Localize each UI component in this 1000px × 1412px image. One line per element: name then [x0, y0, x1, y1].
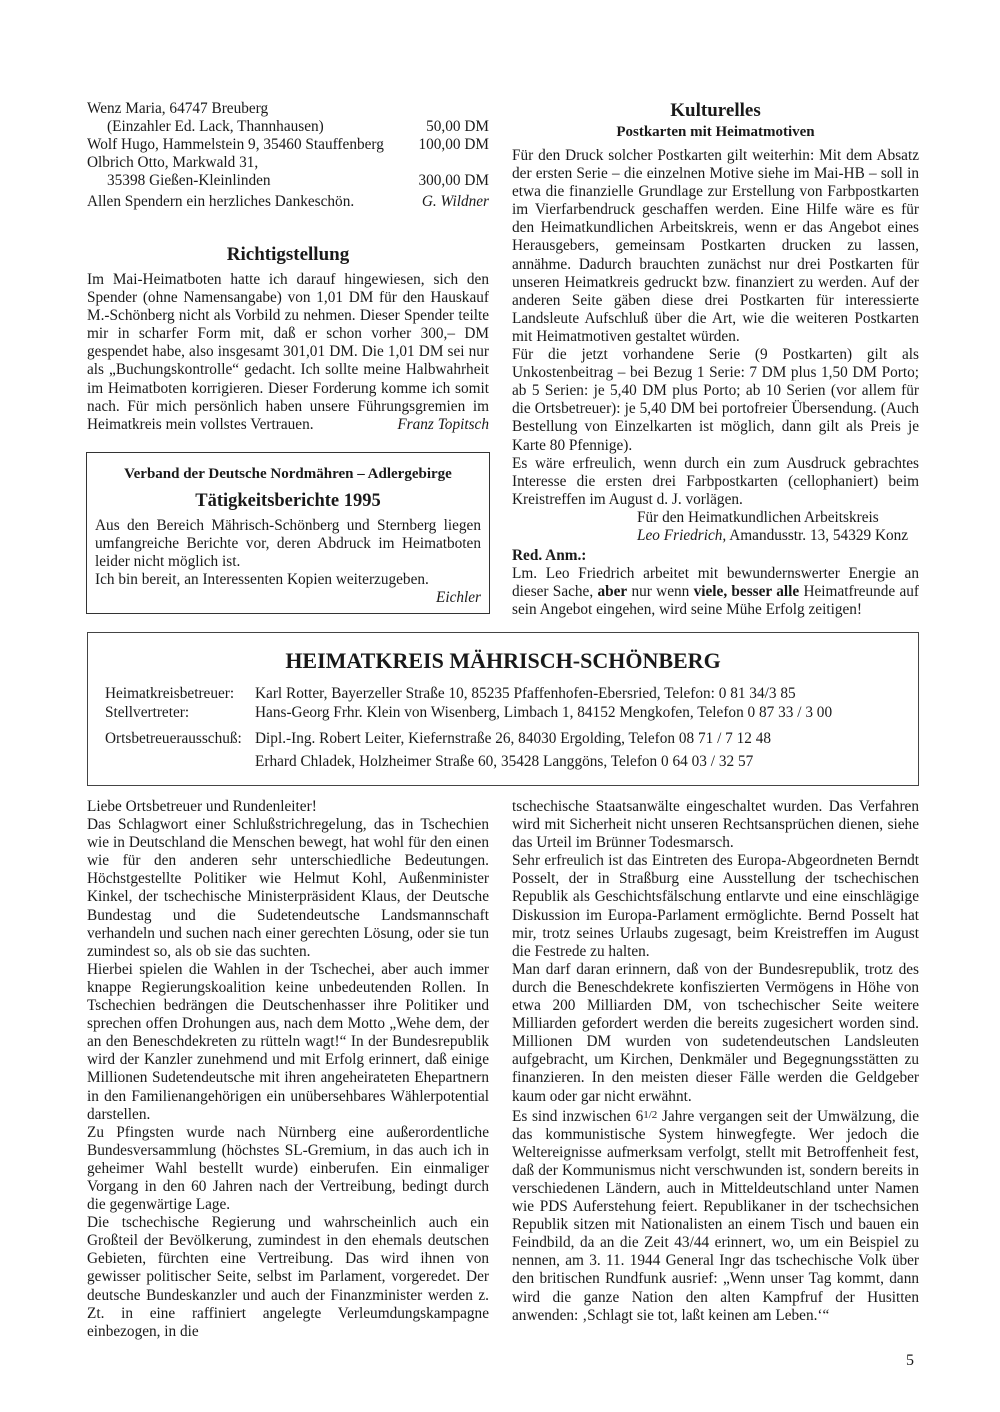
- letter-left-column: [87, 798, 489, 1341]
- donation-row: [87, 100, 489, 118]
- richtigstellung-section: [87, 243, 489, 434]
- donation-row: [87, 154, 489, 172]
- contact-row: [105, 729, 918, 748]
- letter-salutation: Liebe Ortsbetreuer und Rundenleiter!: [87, 798, 317, 815]
- donation-amount: 100,00 DM: [418, 136, 489, 154]
- contact-label: Heimatkreisbetreuer:: [105, 685, 235, 702]
- red-anm-bold-2: viele, besser alle: [693, 583, 800, 601]
- red-anm-text: [512, 565, 919, 619]
- verband-header: Verband der Deutsche Nordmähren – Adlergebirge: [124, 466, 452, 482]
- red-anm-part-2: nur wenn: [627, 583, 694, 601]
- donation-lines: [87, 100, 489, 190]
- contact-label: Ortsbetreuerausschuß:: [105, 730, 242, 747]
- kulturelles-section: [512, 100, 919, 619]
- contact-value: Erhard Chladek, Holzheimer Straße 60, 35428 Langgöns, Telefon 0 64 03 / 32 57: [255, 753, 754, 770]
- red-anm-bold-1: aber: [597, 583, 628, 601]
- letter-p8-start: Es sind inzwischen 6: [512, 1107, 644, 1125]
- red-anm-part-3: Heimatfreunde auf sein Angebot eingehen, wird seine Mühe Erfolg zeitigen!: [512, 583, 920, 619]
- donor-name: 35398 Gießen-Kleinlinden: [107, 172, 271, 190]
- letter-paragraph-3: Zu Pfingsten wurde nach Nürnberg eine außerordentliche Bundesversammlung (höchstes SL-Gremium, in das auch ich in geheimer Wahl bestellt wurde) einberufen. Ein einmaliger Vorgang in den 60 Jahren nach der Vertreibung, bedingt durch die gegenwärtige Lage.: [87, 1123, 489, 1214]
- letter-right-column: [512, 798, 919, 1325]
- kulturelles-body: [512, 147, 919, 619]
- donation-list: [87, 100, 489, 212]
- heimatkreis-title: HEIMATKREIS MÄHRISCH-SCHÖNBERG: [285, 648, 721, 673]
- kulturelles-sign-name: Leo Friedrich,: [637, 526, 727, 544]
- verband-paragraph-2: Ich bin bereit, an Interessenten Kopien weiterzugeben.: [95, 571, 429, 589]
- heimatkreis-box: [87, 632, 919, 786]
- contact-label: Stellvertreter:: [105, 704, 190, 721]
- donation-footer: [87, 193, 489, 211]
- kulturelles-sign-address: Amandusstr. 13, 54329 Konz: [726, 526, 909, 544]
- donor-name: Wenz Maria, 64747 Breuberg: [87, 100, 269, 117]
- contact-row: [105, 752, 918, 771]
- donation-signature: G. Wildner: [421, 193, 489, 211]
- donor-name: (Einzahler Ed. Lack, Thannhausen): [107, 118, 324, 136]
- contact-value: Dipl.-Ing. Robert Leiter, Kiefernstraße 26, 84030 Ergolding, Telefon 08 71 / 7 12 48: [255, 730, 772, 747]
- letter-paragraph-8: [512, 1106, 919, 1325]
- letter-paragraph-1: Das Schlagwort einer Schlußstrichregelung, das in Tschechien wie in Deutschland die Menschen bewegt, hat wohl für den einen wie für den anderen sehr unterschiedliche Bedeutungen. Höchstgestellte Politiker wie Helmut Kohl, Außenminister Kinkel, der tschechische Ministerpräsident Klaus, der Deutsche Bundestag und die Sudetendeutsche Landsmannschaft verhandeln und suchen nach einer gerechten Lösung, oder sie tun zumindest so, als ob sie das suchten.: [87, 816, 489, 960]
- letter-paragraph-2: Hierbei spielen die Wahlen in der Tschechei, aber auch immer knappe Regierungskoalition keine unbedeutenden Rollen. In Tschechien bedrängen die Deutschenhasser ihre Politiker und sprechen offen Drohungen aus, nach dem Motto „Wehe dem, der an den Beneschdekreten zu rütteln wagt!“ In der Bundesrepublik wird der Kanzler zunehmend und mit Erfolg erinnert, daß einige Millionen Sudetendeutsche mit ihren angeheirateten Ehepartnern in den Familienangehörigen ein unübersehbares Wählerpotential darstellen.: [87, 960, 489, 1123]
- contact-value: Karl Rotter, Bayerzeller Straße 10, 85235 Pfaffenhofen-Ebersried, Telefon: 0 81 34/3 85: [255, 685, 796, 702]
- heimatkreis-contacts: [105, 684, 918, 771]
- verband-box: [86, 452, 490, 614]
- letter-p8-fraction: 1/2: [643, 1108, 658, 1121]
- kulturelles-paragraph-3: Es wäre erfreulich, wenn durch ein zum Ausdruck gebrachtes Interesse die ersten drei Farbpostkarten (cellophaniert) beim Kreistreffen im August d. J. vorlägen.: [512, 454, 919, 508]
- letter-p8-rest: Jahre vergangen seit der Umwälzung, die das kommunistische System hinwegfegte. Wer jedoch die Weltereignisse aufmerksam verfolgt, stellt mit Betroffenheit fest, daß der Kommunismus nicht verschwunden ist, sondern bereits in verschiedenen Ländern, auch in Mitteldeutschland unter Namen wie PDS Auferstehung feiert. Republikaner in der tschechsichen Republik sitzen mit Nationalisten an einem Tisch und bauen ein Feindbild, da an die Zeit 43/44 erinnert, wo, um ein Beispiel zu nennen, am 3. 11. 1944 General Ingr das tschechische Volk über den britischen Rundfunk ausrief: „Wenn unser Tag kommt, dann wird die ganze Nation den alten Kampfruf der Husitten anwenden: ‚Schlagt sie tot, laßt keinen am Leben.‘“: [512, 1107, 919, 1324]
- donation-row: [87, 172, 489, 190]
- donation-thanks: Allen Spendern ein herzliches Dankeschön.: [87, 193, 355, 211]
- richtigstellung-title: Richtigstellung: [226, 244, 350, 265]
- contact-row: [105, 684, 918, 703]
- verband-body: [95, 517, 481, 607]
- kulturelles-title: Kulturelles: [670, 100, 761, 121]
- letter-paragraph-4: Die tschechische Regierung und wahrscheinlich auch ein Großteil der Bevölkerung, zumindest in den ehemals deutschen Gebieten, fürchten eine Vertreibung. Das wird ihnen von gewisser politischer Seite, selbst im Parlament, vorgeredet. Der deutsche Bundeskanzler und auch der Finanzminister werden z. Zt. in eine raffiniert angelegte Verleumdungskampagne einbezogen, in die: [87, 1214, 489, 1340]
- donor-name: Wolf Hugo, Hammelstein 9, 35460 Stauffenberg: [87, 136, 384, 154]
- verband-signature: Eichler: [435, 589, 481, 607]
- donation-amount: 50,00 DM: [426, 118, 489, 136]
- page-number: 5: [906, 1352, 914, 1369]
- kulturelles-subtitle: Postkarten mit Heimatmotiven: [616, 124, 815, 140]
- richtigstellung-text: Im Mai-Heimatboten hatte ich darauf hingewiesen, sich den Spender (ohne Namensangabe) von 1,01 DM für den Hauskauf M.-Schönberg nicht als Vorbild zu nehmen. Dieser Spender teilte mir in scharfer Form mit, daß er schon vorher 300,– DM gespendet habe, also insgesamt 301,01 DM. Die 1,01 DM sei nur als „Buchungskontrolle“ gedacht. Ich sollte meine Halbwahrheit im Heimatboten korrigieren. Dieser Forderung komme ich somit nach. Für mich persönlich haben unsere Führungsgremien im Heimatkreis mein vollstes Vertrauen.: [87, 271, 489, 433]
- donation-row: [87, 136, 489, 154]
- kulturelles-paragraph-1: Für den Druck solcher Postkarten gilt weiterhin: Mit dem Absatz der ersten Serie – die einzelnen Motive siehe im Mai-HB – soll in etwa die finanzielle Grundlage zur Erstellung von Farbpostkarten im Vierfarbendruck geschaffen werden. Eine Hilfe wäre es für den Heimatkundlichen Arbeitskreis, wenn er das Angebot eines Herausgebers, gemeinsam Postkarten drucken zu lassen, annähme. Dadurch brauchten zunächst nur drei Postkarten für unseren Heimatkreis gedruckt bzw. finanziert zu werden. Auf der anderen Seite gäben diese drei Postkarten für interessierte Landsleute Aufschluß über die Art, wie die weiteren Postkarten mit Heimatmotiven gestaltet würden.: [512, 147, 919, 345]
- letter-paragraph-6: Sehr erfreulich ist das Eintreten des Europa-Abgeordneten Berndt Posselt, der in Straßburg eine Ausstellung der tschechischen Republik als Geschichtsfälschung entlarvte und eine einschlägige Diskussion im Europa-Parlament ermöglichte. Bernd Posselt hat mir, trotz seines Urlaubs zugesagt, beim Kreistreffen im August die Festrede zu halten.: [512, 852, 919, 960]
- letter-paragraph-5: tschechische Staatsanwälte eingeschaltet wurden. Das Verfahren wird mit Sicherheit nicht unseren Rechtsansprüchen dienen, siehe das Urteil im Brünner Todesmarsch.: [512, 798, 919, 852]
- kulturelles-sign-line: Für den Heimatkundlichen Arbeitskreis: [637, 508, 879, 526]
- kulturelles-sign-block: [512, 527, 919, 545]
- letter-paragraph-7: Man darf daran erinnern, daß von der Bundesrepublik, trotz des durch die Beneschdekrete konfiszierten Vermögens in Höhe von etwa 200 Milliarden DM, von tschechischer Seite weitere Milliarden gefordert werden die bereits zugesichert worden sind. Millionen DM wurden von sudetendeutschen Landsleuten aufgebracht, um Kirchen, Denkmäler und Begegnungsstätten zu finanzieren. In den meisten dieser Fälle werden die Geldgeber kaum oder gar nicht erwähnt.: [512, 960, 919, 1105]
- donation-amount: 300,00 DM: [418, 172, 489, 190]
- red-anm-label: Red. Anm.:: [512, 547, 587, 565]
- verband-paragraph-1: Aus den Bereich Mährisch-Schönberg und Sternberg liegen umfangreiche Berichte vor, deren Abdruck im Heimatboten leider nicht möglich ist.: [95, 517, 481, 571]
- red-anm-part-1: Lm. Leo Friedrich arbeitet mit bewundernswerter Energie an dieser Sache,: [512, 565, 919, 601]
- contact-label: [105, 752, 255, 771]
- contact-row: [105, 703, 918, 722]
- donor-name: Olbrich Otto, Markwald 31,: [87, 154, 259, 172]
- verband-title: Tätigkeitsberichte 1995: [195, 491, 381, 511]
- richtigstellung-signature: Franz Topitsch: [397, 415, 489, 433]
- contact-value: Hans-Georg Frhr. Klein von Wisenberg, Limbach 1, 84152 Mengkofen, Telefon 0 87 33 / 3 00: [255, 704, 833, 721]
- kulturelles-paragraph-2: Für die jetzt vorhandene Serie (9 Postkarten) gilt als Unkostenbeitrag – bei Bezug 1 Serie: 7 DM plus 1,50 DM Porto; ab 5 Serien: je 5,40 DM plus Porto; ab 10 Serien (vor allem für die Ortsbetreuer): je 5,40 DM bei portofreier Übersendung. (Auch Bestellung von Einzelkarten ist möglich, dann gilt als Preis je Karte 80 Pfennige).: [512, 346, 919, 454]
- donation-row: [87, 118, 489, 136]
- richtigstellung-body: [87, 271, 489, 434]
